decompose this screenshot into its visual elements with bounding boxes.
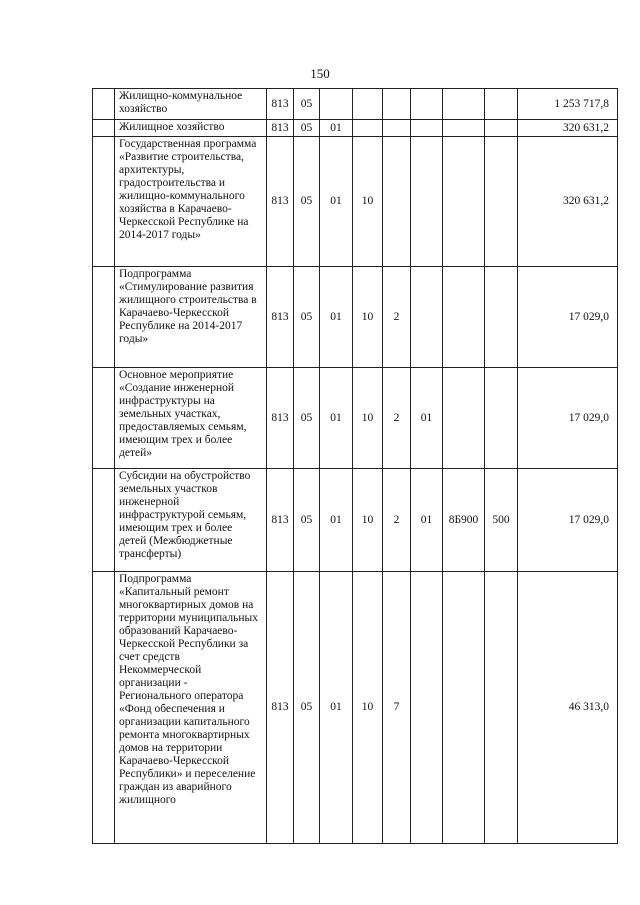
amount-cell: 17 029,0 — [518, 469, 618, 572]
table-row — [93, 267, 618, 368]
row-marker-cell — [93, 572, 115, 844]
activity-code-cell — [411, 267, 443, 368]
page-number: 150 — [310, 66, 330, 81]
item-name-cell: Подпрограмма «Капитальный ремонт многоквартирных домов на территории муниципальных образований Карачаево-Черкесской Республики за счет средств Некоммерческой организации - Регионального оператора «Фонд обеспечения и организации капитального ремонта многоквартирных домов на территории Карачаево-Черкесской Республики» и переселение граждан из аварийного жилищного — [115, 572, 267, 844]
subprogram-code-cell — [383, 89, 411, 120]
direction-code-cell — [443, 120, 485, 137]
section-code-cell: 05 — [294, 137, 320, 267]
program-code-cell — [353, 120, 383, 137]
direction-code-cell — [443, 267, 485, 368]
row-marker-cell — [93, 469, 115, 572]
table-row — [93, 89, 618, 120]
row-marker-cell — [93, 267, 115, 368]
program-code-cell: 10 — [353, 267, 383, 368]
expense-type-cell — [485, 368, 518, 469]
budget-table — [92, 88, 618, 844]
row-marker-cell — [93, 137, 115, 267]
section-code-cell: 05 — [294, 368, 320, 469]
item-name-cell: Субсидии на обустройство земельных участков инженерной инфраструктурой семьям, имеющим трех и более детей (Межбюджетные трансферты) — [115, 469, 267, 572]
subprogram-code-cell — [383, 137, 411, 267]
subsection-code-cell: 01 — [320, 572, 353, 844]
subprogram-code-cell: 2 — [383, 469, 411, 572]
section-code-cell: 05 — [294, 469, 320, 572]
subsection-code-cell: 01 — [320, 469, 353, 572]
ministry-code-cell: 813 — [267, 469, 294, 572]
program-code-cell: 10 — [353, 469, 383, 572]
activity-code-cell — [411, 137, 443, 267]
item-name-cell: Основное мероприятие «Создание инженерной инфраструктуры на земельных участках, предоставляемых семьям, имеющим трех и более детей» — [115, 368, 267, 469]
ministry-code-cell: 813 — [267, 267, 294, 368]
item-name-cell: Жилищно-коммунальное хозяйство — [115, 89, 267, 120]
section-code-cell: 05 — [294, 120, 320, 137]
activity-code-cell: 01 — [411, 368, 443, 469]
subsection-code-cell: 01 — [320, 137, 353, 267]
amount-cell: 320 631,2 — [518, 120, 618, 137]
subsection-code-cell — [320, 89, 353, 120]
subprogram-code-cell: 7 — [383, 572, 411, 844]
amount-cell: 320 631,2 — [518, 137, 618, 267]
program-code-cell: 10 — [353, 137, 383, 267]
section-code-cell: 05 — [294, 89, 320, 120]
ministry-code-cell: 813 — [267, 89, 294, 120]
expense-type-cell — [485, 89, 518, 120]
table-row — [93, 572, 618, 844]
row-marker-cell — [93, 120, 115, 137]
row-marker-cell — [93, 89, 115, 120]
table-row — [93, 120, 618, 137]
table-body — [93, 89, 618, 844]
direction-code-cell — [443, 368, 485, 469]
subsection-code-cell: 01 — [320, 267, 353, 368]
section-code-cell: 05 — [294, 267, 320, 368]
amount-cell: 17 029,0 — [518, 267, 618, 368]
activity-code-cell — [411, 120, 443, 137]
item-name-cell: Государственная программа «Развитие строительства, архитектуры, градостроительства и жилищно-коммунального хозяйства в Карачаево-Черкесской Республике на 2014-2017 годы» — [115, 137, 267, 267]
ministry-code-cell: 813 — [267, 572, 294, 844]
expense-type-cell — [485, 137, 518, 267]
table-row — [93, 469, 618, 572]
item-name-cell: Подпрограмма «Стимулирование развития жилищного строительства в Карачаево-Черкесской Республике на 2014-2017 годы» — [115, 267, 267, 368]
program-code-cell: 10 — [353, 368, 383, 469]
expense-type-cell — [485, 267, 518, 368]
direction-code-cell — [443, 137, 485, 267]
ministry-code-cell: 813 — [267, 120, 294, 137]
direction-code-cell — [443, 89, 485, 120]
subprogram-code-cell: 2 — [383, 267, 411, 368]
ministry-code-cell: 813 — [267, 137, 294, 267]
item-name-cell: Жилищное хозяйство — [115, 120, 267, 137]
subsection-code-cell: 01 — [320, 368, 353, 469]
amount-cell: 17 029,0 — [518, 368, 618, 469]
table-row — [93, 368, 618, 469]
ministry-code-cell: 813 — [267, 368, 294, 469]
subprogram-code-cell: 2 — [383, 368, 411, 469]
activity-code-cell — [411, 572, 443, 844]
direction-code-cell: 8Б900 — [443, 469, 485, 572]
row-marker-cell — [93, 368, 115, 469]
activity-code-cell — [411, 89, 443, 120]
activity-code-cell: 01 — [411, 469, 443, 572]
program-code-cell: 10 — [353, 572, 383, 844]
subprogram-code-cell — [383, 120, 411, 137]
expense-type-cell — [485, 572, 518, 844]
table-row — [93, 137, 618, 267]
amount-cell: 1 253 717,8 — [518, 89, 618, 120]
amount-cell: 46 313,0 — [518, 572, 618, 844]
expense-type-cell — [485, 120, 518, 137]
program-code-cell — [353, 89, 383, 120]
expense-type-cell: 500 — [485, 469, 518, 572]
subsection-code-cell: 01 — [320, 120, 353, 137]
direction-code-cell — [443, 572, 485, 844]
section-code-cell: 05 — [294, 572, 320, 844]
